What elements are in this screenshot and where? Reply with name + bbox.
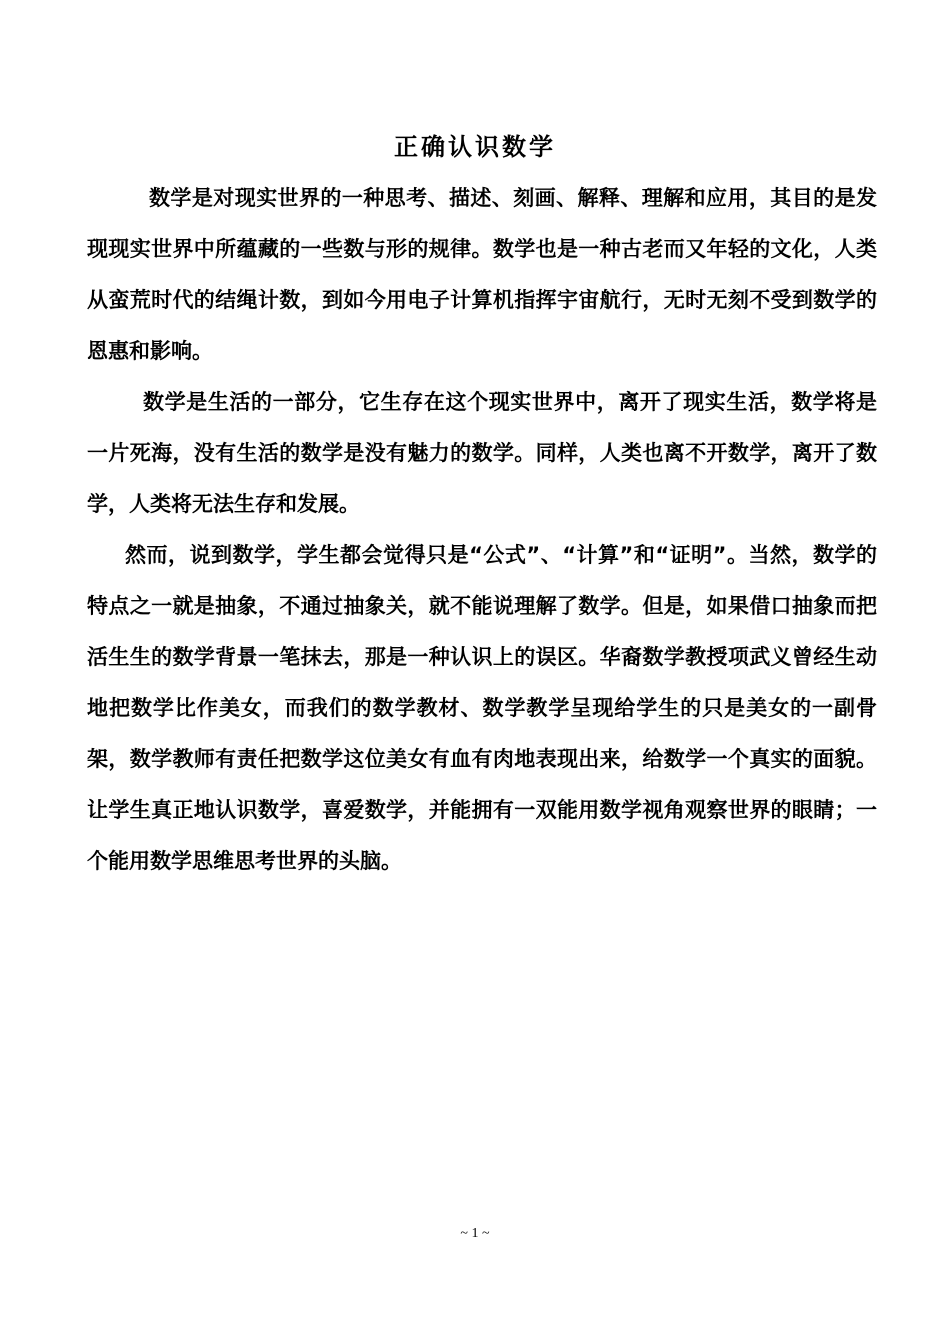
paragraph-3: 然而，说到数学，学生都会觉得只是“公式”、“计算”和“证明”。当然，数学的特点之一就是抽象，不通过抽象关，就不能说理解了数学。但是，如果借口抽象而把活生生的数学背景一笔抹去，那是一种认识上的误区。华裔数学教授项武义曾经生动地把数学比作美女，而我们的数学教材、数学教学呈现给学生的只是美女的一副骨架，数学教师有责任把数学这位美女有血有肉地表现出来，给数学一个真实的面貌。让学生真正地认识数学，喜爱数学，并能拥有一双能用数学视角观察世界的眼睛；一个能用数学思维思考世界的头脑。	[87, 543, 877, 873]
paragraph-2: 数学是生活的一部分，它生存在这个现实世界中，离开了现实生活，数学将是一片死海，没有生活的数学是没有魅力的数学。同样，人类也离不开数学，离开了数学，人类将无法生存和发展。	[87, 390, 877, 516]
page-number: ~ 1 ~	[460, 1226, 490, 1241]
paragraph-1: 数学是对现实世界的一种思考、描述、刻画、解释、理解和应用，其目的是发现现实世界中所蕴藏的一些数与形的规律。数学也是一种古老而又年轻的文化，人类从蛮荒时代的结绳计数，到如今用电子计算机指挥宇宙航行，无时无刻不受到数学的恩惠和影响。	[87, 186, 877, 363]
page-title: 正确认识数学	[394, 133, 556, 161]
document-body	[87, 173, 877, 887]
